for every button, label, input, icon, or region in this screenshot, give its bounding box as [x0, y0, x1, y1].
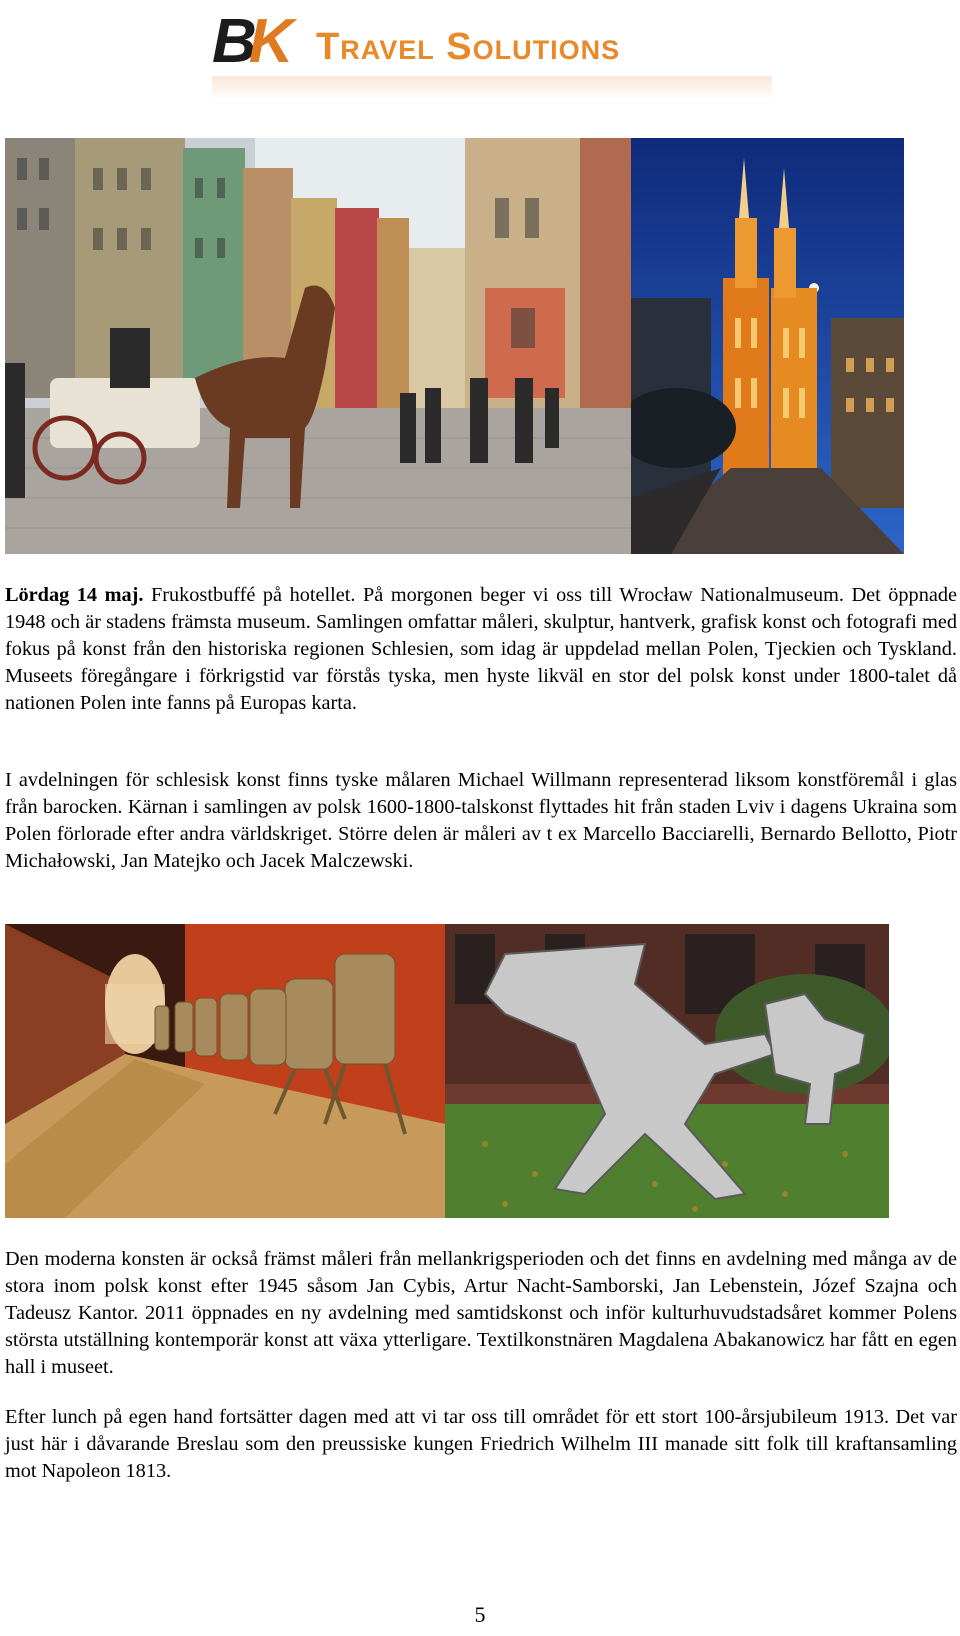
logo-brand: BK	[212, 7, 292, 76]
logo-tagline: Travel Solutions	[316, 26, 621, 68]
photo-cathedral-night	[631, 138, 904, 554]
logo-reflection	[212, 76, 772, 100]
day-heading: Lördag 14 maj.	[5, 584, 144, 606]
paragraph-modern-art: Den moderna konsten är också främst måleri från mellankrigsperioden och det finns en avdelning med många av de stora inom polsk konst efter 1945 såsom Jan Cybis, Artur Nacht-Samborski, Jan Lebenstein, Józef Szajna och Tadeusz Kantor. 2011 öppnades en ny avdelning med samtidskonst och inför kulturhuvudstadsåret kommer Polens största utställning kontemporär konst att växa ytterligare. Textilkonstnären Magdalena Abakanowicz har fått en egen hall i museet.	[5, 1248, 957, 1378]
photo-museum-gallery	[5, 924, 445, 1218]
photo-metal-sculpture	[445, 924, 889, 1218]
paragraph-saturday	[5, 582, 957, 717]
company-logo	[212, 6, 772, 102]
photo-market-square	[5, 138, 631, 554]
page-number: 5	[474, 1602, 486, 1627]
paragraph-afternoon: Efter lunch på egen hand fortsätter dagen med att vi tar oss till området för ett stort 100-årsjubileum 1913. Det var just här i dåvarande Breslau som den preussiske kungen Friedrich Wilhelm III manade sitt folk till kraftansamling mot Napoleon 1813.	[5, 1406, 957, 1482]
paragraph-silesian-art: I avdelningen för schlesisk konst finns tyske målaren Michael Willmann representerad liksom konstföremål i glas från barocken. Kärnan i samlingen av polsk 1600-1800-talskonst flyttades hit från staden Lviv i dagens Ukraina som Polen förlorade efter andra världskriget. Större delen är måleri av t ex Marcello Bacciarelli, Bernardo Bellotto, Piotr Michałowski, Jan Matejko och Jacek Malczewski.	[5, 769, 957, 872]
paragraph-saturday-body: Frukostbuffé på hotellet. På morgonen beger vi oss till Wrocław Nationalmuseum. Det öppnade 1948 och är stadens främsta museum. Samlingen omfattar måleri, skulptur, hantverk, grafisk konst och fotografi med fokus på konst från den historiska regionen Schlesien, som idag är uppdelad mellan Polen, Tjeckien och Tyskland. Museets föregångare i förkrigstid var förstås tyska, men hyste likväl en stor del polsk konst under 1800-talet då nationen Polen inte fanns på Europas karta.	[5, 584, 957, 714]
